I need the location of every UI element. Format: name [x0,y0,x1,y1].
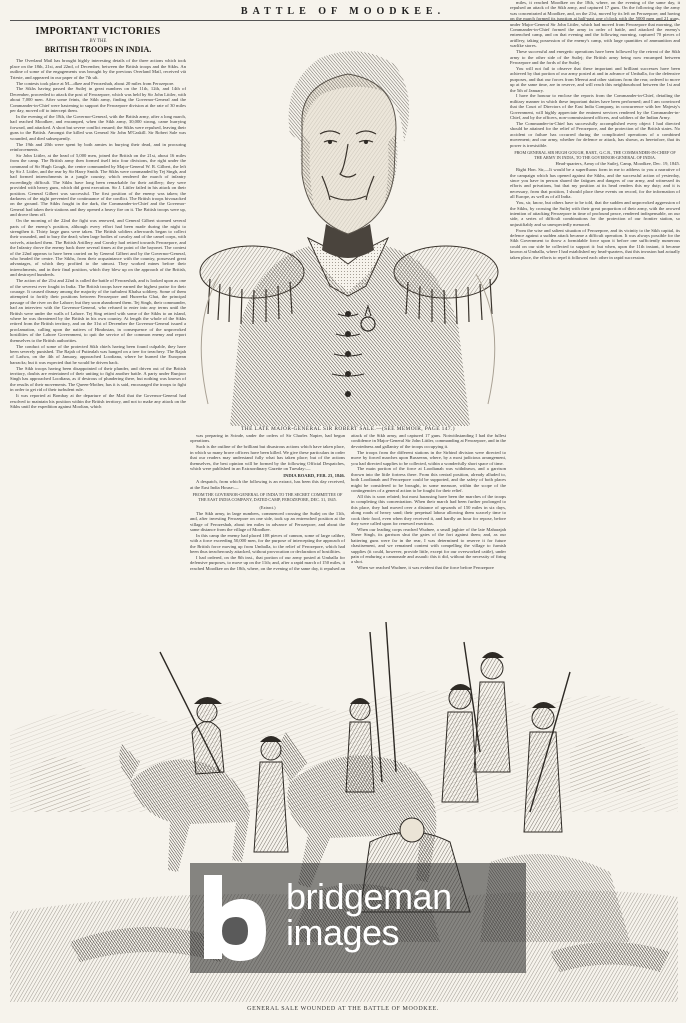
article-paragraph: When our leading corps reached Wudnee, a small jaghire of the late Maharajah Shere Singh, its garrison shut the gates of the fort against them; and, as our battering guns were far in the rear, I was determined to reserve it for future chastisement, and we remained content with compelling the village to furnish supplies (it could, however, provide little, except for our overworked cattle), under pain of enduring a cannonade and assault: this it did, without the necessity of firing a shot. [351,526,506,565]
article-paragraph: The 19th and 20th were spent by both armies in burying their dead, and in procuring reinforcements. [10,141,186,152]
middle-column [190,433,506,613]
left-column [10,24,186,620]
article-paragraph: In this camp the enemy had placed 108 pieces of cannon, some of large calibre, with a force exceeding 50,000 men, for the purpose of intercepting the approach of the British force moving up from Umballa, to the relief of Ferozepore, which had been thus treacherously attacked, without provocation or declaration of hostilities. [190,532,345,555]
article-paragraph: The main portion of the force at Loodianah was withdrawn, and a garrison thrown into the little fortress there. From this central position, already alluded to, both Loodianah and Ferozepore could be supported, and the safety of both places might be considered to be brought, in some measure, within the scope of the contingencies of a general action to be fought for their relief. [351,466,506,494]
despatch-place: Head-quarters, Army of the Sutlej, Camp, Moodkee, Dec. 19, 1845. [555,161,680,167]
article-paragraph: The troops from the different stations in the Sirhind division were directed to move by forced marches upon Busseean, where, by a most judicious arrangement, you had directed supplies to be collected, within a wonderfully short space of time. [351,449,506,466]
article-paragraph: The Commander-in-Chief has successfully accomplished every object I had directed should be attained for the relief of Ferozepore, and the protection of the British states. No accident or failure has occurred during the complicated operations of a combined movement; and our army, whether for defence or attack, has shown, as heretofore, that its power is irresistible. [510,120,680,148]
article-paragraph: I have the honour to enclose the reports from the Commander-in-Chief, detailing the military manner in which these important duties have been performed; and I am convinced that the Court of Directors of the East India Company, in concurrence with her Majesty's Government, will highly appreciate the eminent services rendered by the Commander-in-Chief, and by the officers, non-commissioned officers, and soldiers of the Indian Army. [510,93,680,121]
article-paragraph: The conduct of some of the protected Sikh chiefs having been found culpable, they have been severely punished. The Rajah of Puttealah was hanged on a tree for treachery. The Rajah of Ladwa, on the 4th of January, approached Loodiana, where he burned the European barracks; but it was expected that he would be driven back. [10,343,186,365]
watermark-line-2: images [286,912,400,953]
article-paragraph: I had ordered, on the 8th inst., that portion of our army posted at Umballa for defensive purposes, to move up on the 11th; and, after a rapid march of 150 miles, it reached Moodkee on the 18th, where, on the evening of the same day, it repulsed an attack of the Sikh army, and captured 17 guns. Notwithstanding I had the fullest confidence in Major-General Sir John Littler, commanding at Ferozepore, and in the devotedness and gallantry of the troops occupying it. [190,433,506,571]
article-paragraph: Right Hon. Sir,—It would be a superfluous form in me to address to you a narrative of the campaign which has opened against the Sikhs, and the successful action of yesterday, since you have in person shared the fatigues and dangers of our army, and witnessed its efforts and privations, but that my position at its head renders this my duty; and it is necessary, from that position, I should place these events on record, for the information of all Europe, as well as of all India. [510,167,680,200]
article-paragraph: Sir John Littler, at the head of 5,000 men, joined the British on the 21st, about 16 miles from the camp. The British army then formed itself into four divisions, the right under the command of Sir Hugh Gough, the centre commanded by Major-General W. R. Gilbert, the left by Sir J. Littler, and the rear by Sir Harry Smith. The Sikhs were commanded by Tej Singh, and had formed intrenchments in a jungle country, which rendered the march of infantry exceedingly difficult. The Sikhs have long been remarkable for their artillery; they were provided with heavy guns, which did great execution. Sir J. Littler failed in his attack on their position. General Gilbert was successful. The first position of the enemy was taken; the darkness of the night prevented the continuance of the conflict. The British troops bivouacked on the ground. The Sikhs fought in the dark, the Commander-in-Chief and the Governor-General had taken their stations and they opened a heavy fire on it. The British troops were up, and drove them off. [10,152,186,218]
headline-important-victories: IMPORTANT VICTORIES [35,26,161,37]
watermark-line-1: bridgeman [286,876,452,917]
article-paragraph: was preparing in Scinde, under the orders of Sir Charles Napier, had begun operations. [190,433,345,444]
headline-by-the: BY THE [89,39,107,44]
article-paragraph: The Overland Mail has brought highly interesting details of the three actions which took place on the 18th, 21st, and 22nd, of December, between the British troops and the Sikhs. An outline of some of the engagements was brought by the previous Overland Mail, received vià Trieste, and appeared in our paper of the 7th ult. [10,58,186,80]
extract-label: (Extract.) [259,504,276,510]
article-paragraph: The Sikh army, in large numbers, commenced crossing the Sutlej on the 11th, and, after investing Ferozepore on one side, took up an entrenched position at the village of Ferozeshah, about ten miles in advance of Ferozepore, and about the same distance from the village of Moodkee. [190,510,345,532]
article-paragraph: The action of the 21st and 22nd is called the battle of Ferozeshah, and is looked upon as one of the severest ever fought in India. The British troops have earned the highest praise for their courage. It caused dismay among the majority of the turbulent Khalsa soldiery. Some of them attempted to fortify their positions between Ferozepore and Hurreeka Ghat, the principal passage of the river on the Lahore; but they soon abandoned them. Tej Singh, their commander, had an interview with the Governor-General, who refused to enter into any terms until the British were under the walls of Lahore. Tej Sing retired with some of the Sikhs to an island, where he was threatened by the British in his own country. At length the whole of the Sikhs retired from the British territory, and on the 31st of December the Governor-General issued a proclamation, calling upon the natives of Hindostan, in consequence of the unprovoked hostilities of the Lahore Government, to quit the service of the common enemy and report themselves to the British authorities. [10,278,186,343]
portrait-engraving-sir-robert-sale [190,24,506,426]
bridgeman-logo-icon [196,869,276,965]
bridgeman-watermark [190,863,526,973]
headline-british-troops: BRITISH TROOPS IN INDIA. [44,45,152,55]
article-paragraph: In the evening of the 18th, the Governor-General, with the British army, after a long march, had reached Moodkee, and encamped, when the Sikh army, 30,000 strong, came hurrying forward, and attacked. A short but severe conflict ensued; the Sikhs were repulsed, leaving their guns to the British. Amongst the killed was General Sir John M'Caskill. Sir Robert Sale was wounded, and died subsequently. [10,113,186,141]
article-paragraph: You will not fail to observe that these important and brilliant successes have been achieved by that portion of our army posted at and in advance of Umballa, for the defensive purposes, and that our forces from Meerut and other stations from the rear, ordered to move up at the same time, are in reserve, and will reach this neighbourhood between the 1st and the 5th of January. [510,65,680,93]
portrait-caption: THE LATE MAJOR-GENERAL SIR ROBERT SALE.—(SEE MEMOIR, PAGE 147.) [241,426,455,432]
watermark-text [286,876,452,953]
despatch-heading: FROM THE GOVERNOR-GENERAL OF INDIA TO THE SECRET COMMITTEE OF THE EAST INDIA COMPANY, DATED CAMP, FEROZEPORE, DEC. 31, 1845. [192,492,343,503]
article-paragraph: The contests took place at M—dkee and Ferozeshah, about 20 miles from Ferozepore. [16,80,175,86]
right-column [510,0,680,608]
article-paragraph: It was reported at Bombay at the departure of the Mail that the Governor-General had resolved to maintain his position within the British territory, and not to make any attack on the Sikhs until the expedition against Mooltan, which [10,393,186,409]
article-paragraph: All this is soon related; but most harassing have been the marches of the troops in completing this concentration. When their march had been further prolonged to this place, they had moved over a distance of upwards of 150 miles in six days, along roads of heavy sand; their perpetual labour allowing them scarcely time to cook their food, even when they received it, and hardly an hour for repose, before they were called upon for renewed exertions. [351,493,506,526]
article-paragraph: Such is the outline of the brilliant but disastrous actions which have taken place, in which so many brave officers have been killed. We give these particulars in order that our readers may understand fully what has taken place; but of the actions themselves, the best opinion will be formed by the following Official Despatches, which were published in an Extraordinary Gazette on Tuesday:— [190,444,345,471]
article-paragraph: The Sikh troops having been disappointed of their plunder, and driven out of the British territory, doubts are entertained of their uniting to fight another battle. A party under Runjoor Singh has approached Loodiana, as if desirous of plundering there, but nothing was known of the results of their movements. The Queen-Mother, has it is said, encouraged the troops to fight in order to get rid of their turbulent rule. [10,365,186,393]
running-head: BATTLE OF MOODKEE. [240,6,446,17]
article-paragraph: The Sikhs having passed the Sutlej in great numbers on the 11th, 12th, and 14th of December, proceeded to attack the post of Ferozepore, which was held by Sir John Littler, with about 7,000 men. After some feints, the Sikh army, finding the Governor-General and the Commander-in-Chief were hastening to support the Ferozepore division at the rate of 30 miles per day, moved off to intercept them. [10,86,186,114]
article-paragraph: A despatch, from which the following is an extract, has been this day received, at the East India House:— [190,479,345,490]
despatch-heading: FROM GENERAL SIR HUGH GOUGH, BART., G.C.B., THE COMMANDER-IN-CHIEF OF THE ARMY IN INDIA, TO THE GOVERNOR-GENERAL OF INDIA. [514,149,676,161]
article-paragraph: From the wise and salient situation of Ferozepore, and its vicinity to the Sikh capital, its defence against a sudden attack became a difficult operation. It was always possible for the Sikh Government to throw a formidable force upon it before one sufficiently numerous could on our side be collected to support it: but when, upon the 11th instant, it became known at Umballa, where I had established my head-quarters, that this invasion had actually taken place, the efforts to repel it followed each other in rapid succession. [510,227,680,260]
article-paragraph: On the morning of the 22nd the fight was renewed, and General Gilbert stormed several parts of the enemy's position, although every effort had been made during the night to strengthen it. Thirty large guns were taken. The British soldiers afterwards began to collect their wounded, and to bury the dead; when large bodies of cavalry and of the camel corps, with swivels, attacked them. The British Artillery and Cavalry had retired towards Ferozepore, and the Infantry drove the enemy back three several times at the point of the bayonet. The contest of the 22nd appears to have been carried on by General Gilbert and by the Governor-General, who headed the centre. The Sikhs, from their acquaintance with the country, possessed great advantages, of which they profited to the utmost. They worked mines before their intrenchments, and in their final position, which they blew up on the approach of the British, and destroyed hundreds. [10,218,186,278]
article-paragraph: When we reached Wudnee, it was evident that the force before Ferozepore [357,565,494,571]
article-paragraph: miles, it reached Moodkee on the 18th, where, on the evening of the same day, it repulsed an attack of the Sikh army, and captured 17 guns. On the following day the army was concentrated at Moodkee, and, on the 21st, moved by its left on Ferozepore; and having on the march formed its junction at half-past one o'clock with the 5000 men and 21 guns, under Major-General Sir John Littler, which had moved from Ferozepore that morning, the Commander-in-Chief formed the army in order of battle, and attacked the enemy's entrenched camp, and on that evening and the following morning, captured 70 pieces of artillery, taking possession of the enemy's camp, with large quantities of ammunition and warlike stores. [510,0,680,49]
article-paragraph: These successful and energetic operations have been followed by the retreat of the Sikh army to the other side of the Sutlej; the British army being now encamped between Ferozepore and the fords of the Sutlej. [510,49,680,65]
article-paragraph: You, sir, know, but others have to be told, that the sudden and unprovoked aggression of the Sikhs, by crossing the Sutlej with their great proportion of their army, with the avowed intention of attacking Ferozepore in time of profound peace, rendered indispensable, on our side, a series of difficult combinations for the protection of our frontier station, so unjustifiably and so unexpectedly menaced. [510,200,680,227]
battle-caption: GENERAL SALE WOUNDED AT THE BATTLE OF MOODKEE. [247,1006,439,1012]
india-board-heading: INDIA BOARD, FEB. 23, 1846. [283,473,345,479]
